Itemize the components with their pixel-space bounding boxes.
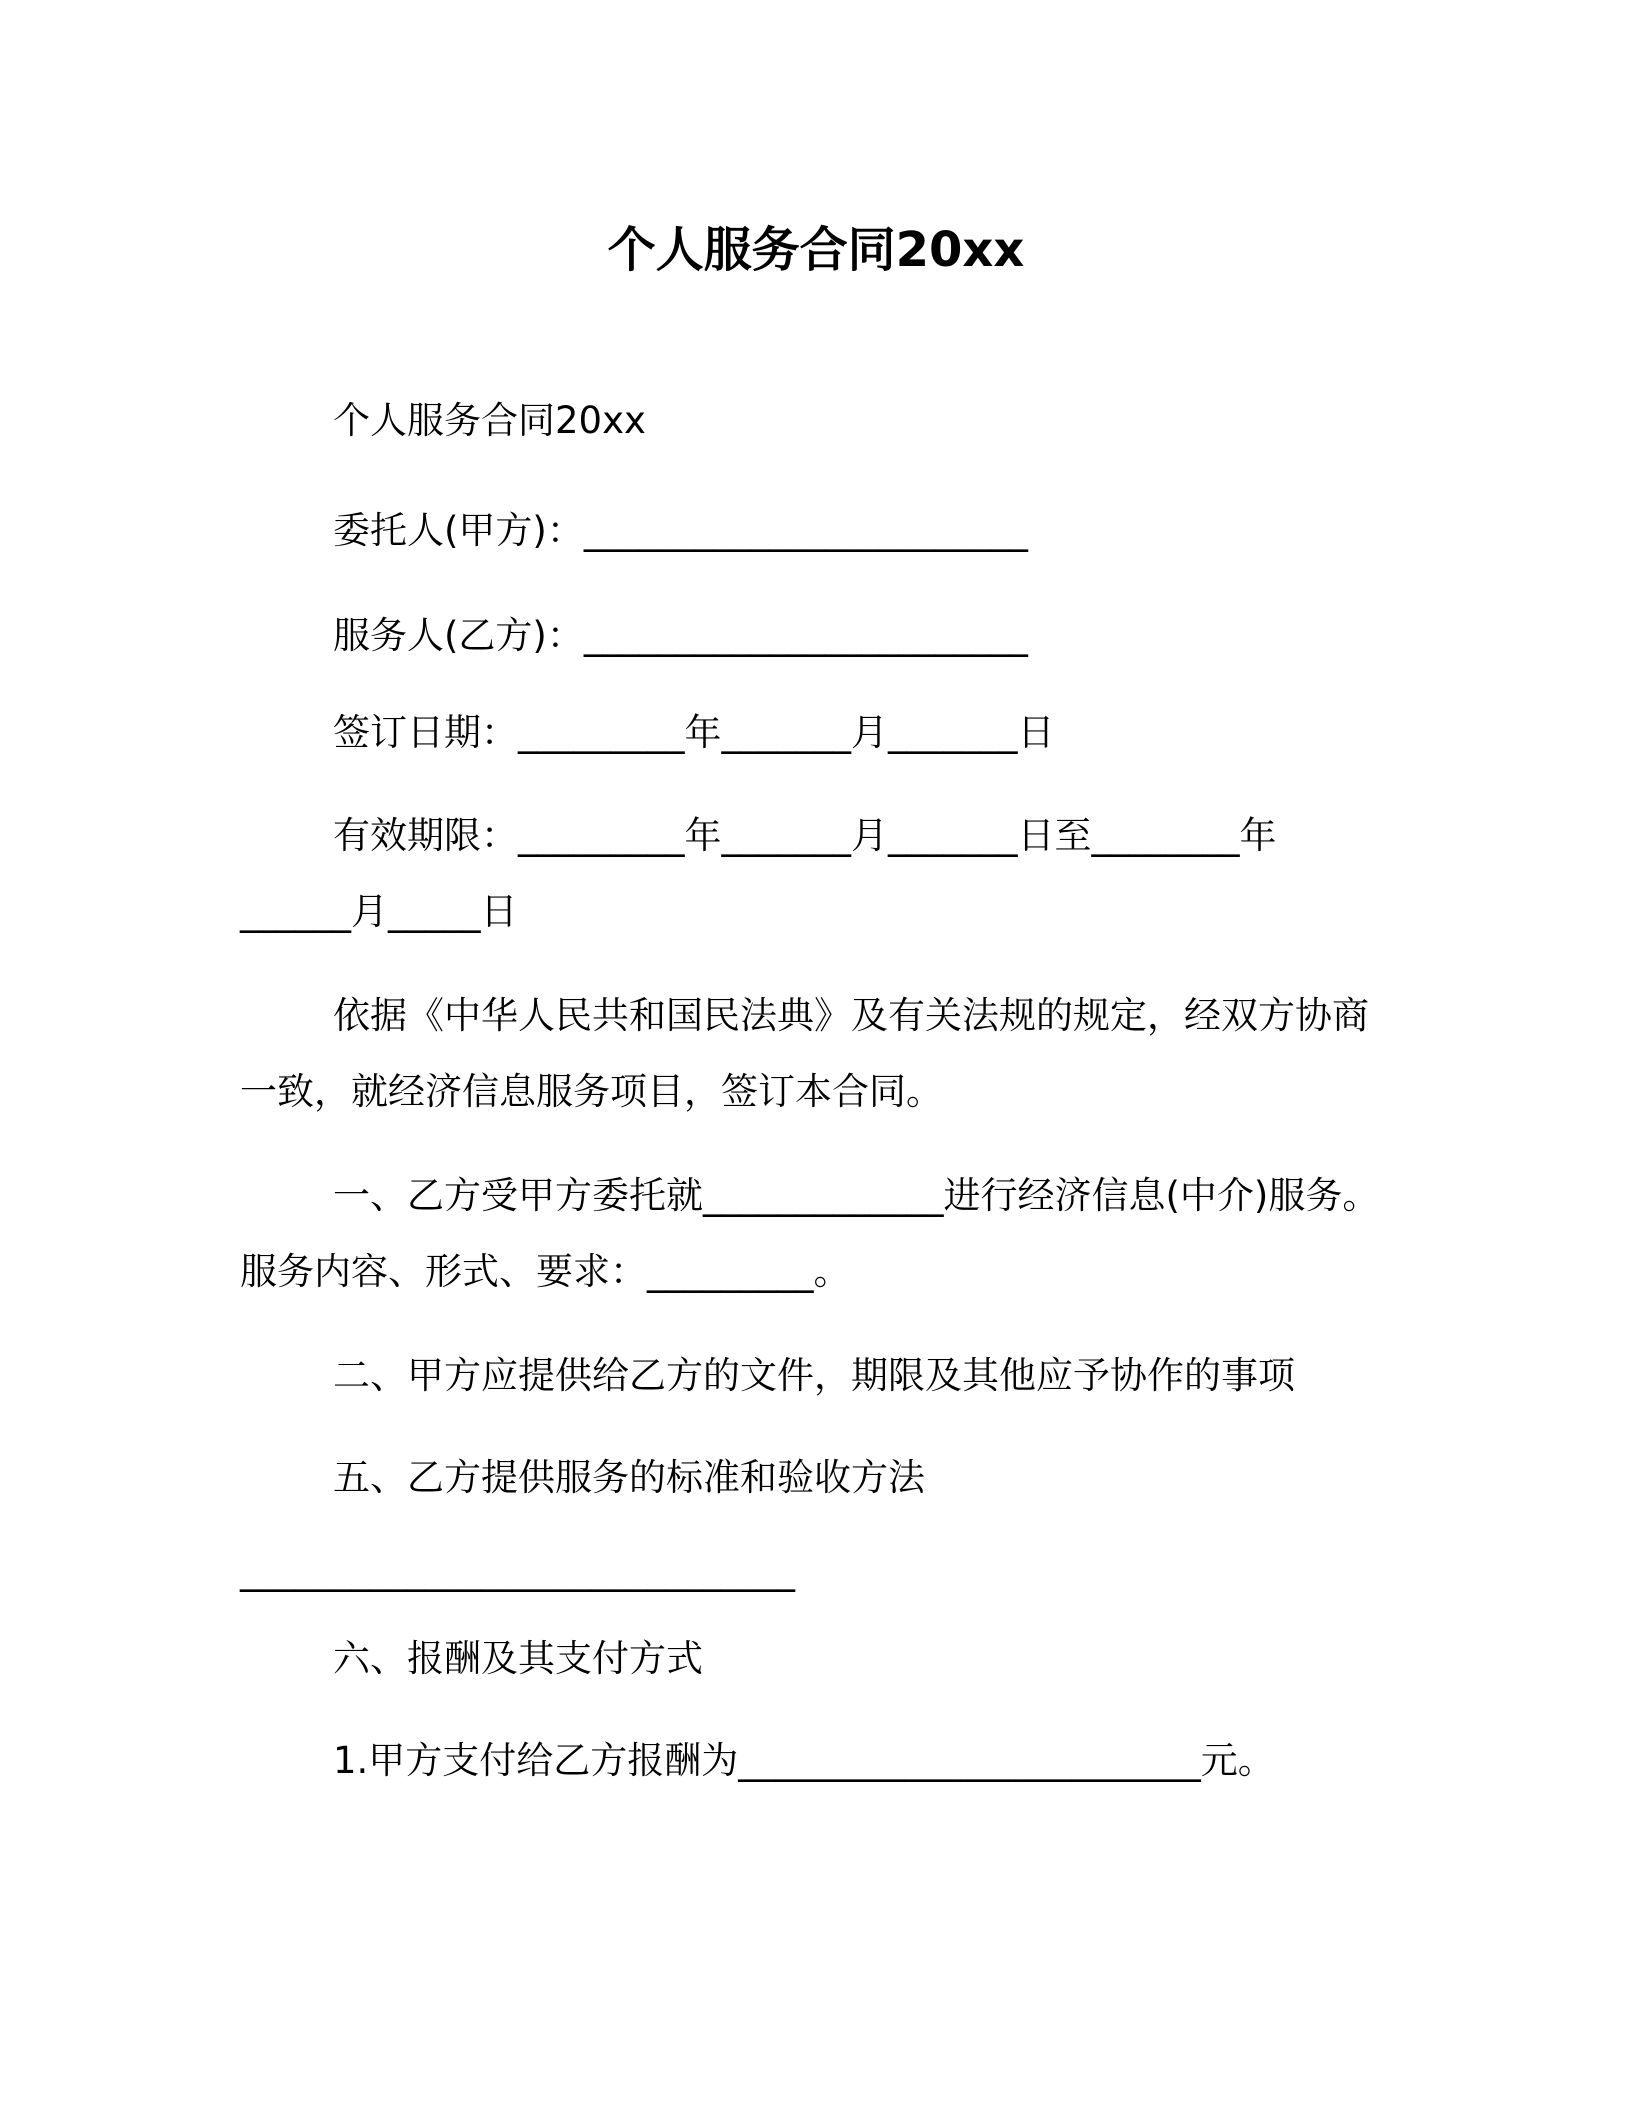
clause-5-blank: ______________________________ bbox=[240, 1549, 795, 1592]
legal-basis-paragraph-cont: 一致，就经济信息服务项目，签订本合同。 bbox=[240, 1070, 943, 1113]
clause-6-line: 六、报酬及其支付方式 bbox=[333, 1637, 703, 1680]
clause-1-line-cont: 服务内容、形式、要求：_________。 bbox=[240, 1250, 851, 1293]
legal-basis-paragraph: 依据《中华人民共和国民法典》及有关法规的规定，经双方协商 bbox=[333, 994, 1369, 1037]
clause-5-line: 五、乙方提供服务的标准和验收方法 bbox=[333, 1456, 925, 1499]
client-party-a-line: 委托人(甲方)：________________________ bbox=[333, 509, 1028, 552]
validity-period-line: 有效期限：_________年_______月_______日至________年 bbox=[333, 814, 1277, 857]
validity-period-line-cont: ______月_____日 bbox=[240, 890, 518, 933]
provider-party-b-line: 服务人(乙方)：________________________ bbox=[333, 614, 1028, 657]
contract-heading: 个人服务合同20xx bbox=[333, 399, 646, 442]
clause-6-item-1: 1.甲方支付给乙方报酬为_________________________元。 bbox=[333, 1739, 1275, 1782]
signing-date-line: 签订日期：_________年_______月_______日 bbox=[333, 711, 1055, 754]
document-title: 个人服务合同20xx bbox=[607, 222, 1025, 278]
clause-1-line: 一、乙方受甲方委托就_____________进行经济信息(中介)服务。 bbox=[333, 1174, 1380, 1217]
clause-2-line: 二、甲方应提供给乙方的文件，期限及其他应予协作的事项 bbox=[333, 1354, 1295, 1397]
